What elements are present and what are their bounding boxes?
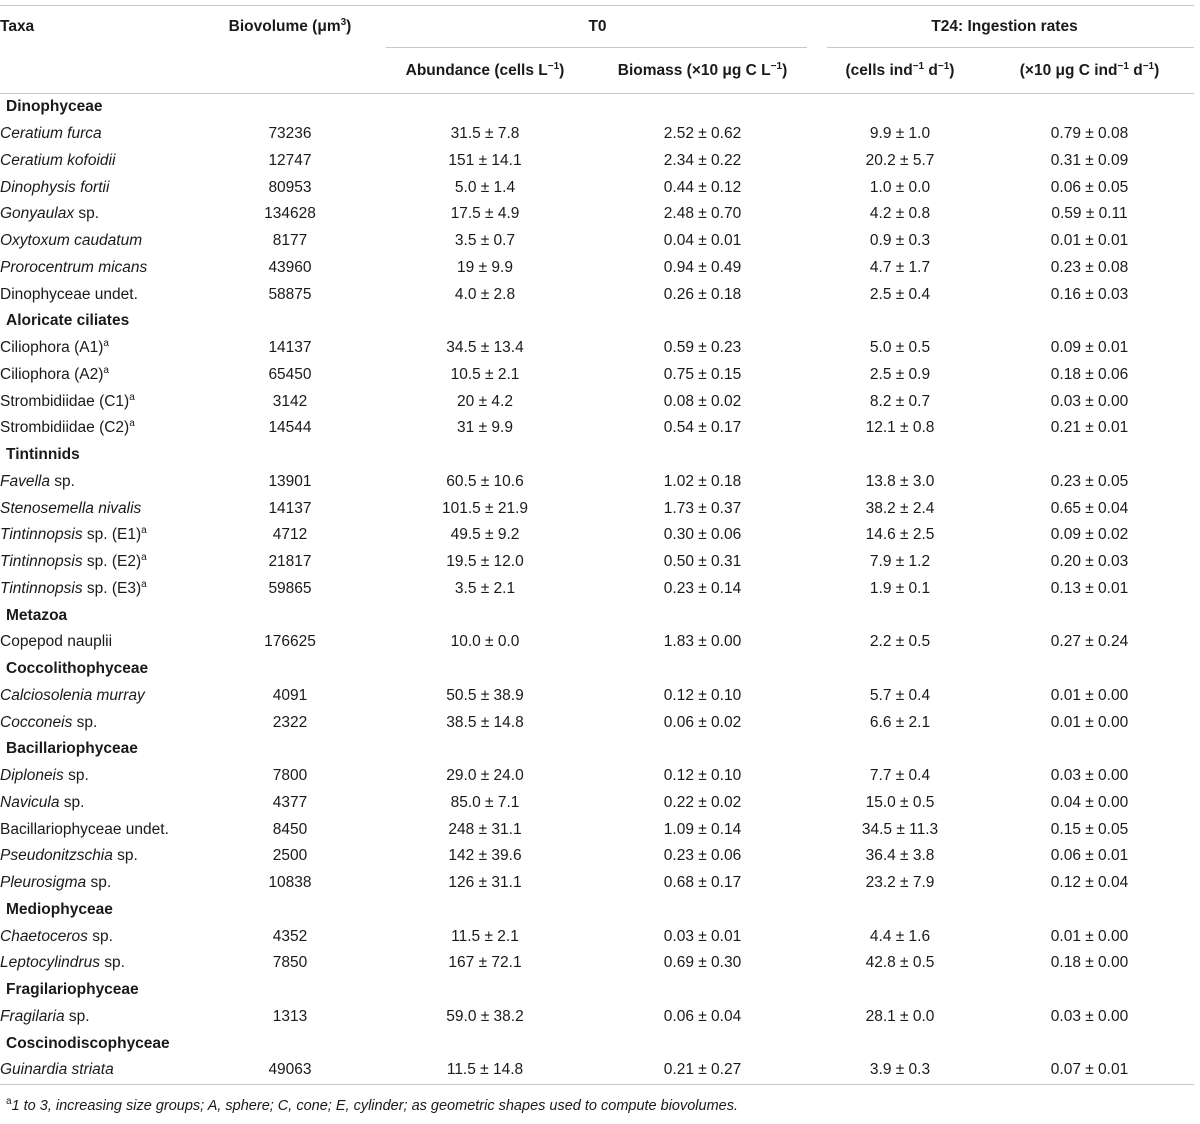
taxon-suffix: sp. (E1): [82, 526, 142, 544]
biomass-cell: 0.23 ± 0.14: [663, 579, 742, 597]
abundance-cell: 29.0 ± 24.0: [446, 767, 524, 785]
group-row: [0, 897, 1194, 924]
ingestion-cells-cell: 5.0 ± 0.5: [869, 339, 931, 357]
abundance-cell: 3.5 ± 2.1: [454, 579, 516, 597]
table-row: [0, 950, 1194, 977]
ingestion-cells-cell: 2.2 ± 0.5: [869, 633, 931, 651]
taxon-name: [0, 870, 200, 897]
biomass-cell: 1.09 ± 0.14: [663, 820, 742, 838]
group-label: Metazoa: [6, 606, 68, 624]
footnote-ref: a: [141, 578, 147, 590]
table-row: [0, 388, 1194, 415]
table-row: [0, 121, 1194, 148]
ingestion-carbon-cell: 0.01 ± 0.00: [1050, 713, 1129, 731]
abundance-cell: 126 ± 31.1: [448, 874, 522, 892]
ingestion-carbon-cell: 0.18 ± 0.00: [1050, 954, 1129, 972]
header-abundance: Abundance (cells $L^{-1}$): [405, 60, 565, 79]
taxon-italic: Pleurosigma: [0, 874, 87, 892]
taxon-name: [0, 923, 200, 950]
table-row: [0, 1004, 1194, 1031]
table-row: [0, 1057, 1194, 1084]
taxon-suffix: sp.: [59, 793, 85, 811]
biomass-cell: 0.30 ± 0.06: [663, 526, 742, 544]
table-row: [0, 415, 1194, 442]
taxon-name: [0, 763, 200, 790]
abundance-cell: 60.5 ± 10.6: [446, 472, 524, 490]
biovolume-cell: 4091: [272, 686, 308, 704]
biomass-cell: 0.22 ± 0.02: [663, 793, 742, 811]
abundance-cell: 17.5 ± 4.9: [450, 205, 520, 223]
ingestion-carbon-cell: 0.65 ± 0.04: [1050, 499, 1129, 517]
table-row: [0, 816, 1194, 843]
group-label: Tintinnids: [6, 446, 80, 464]
ingestion-carbon-cell: 0.07 ± 0.01: [1050, 1061, 1129, 1079]
table-row: [0, 201, 1194, 228]
abundance-cell: 85.0 ± 7.1: [450, 793, 520, 811]
biomass-cell: 0.04 ± 0.01: [663, 232, 742, 250]
ingestion-cells-cell: 2.5 ± 0.4: [869, 285, 931, 303]
taxon-name: [0, 201, 200, 228]
biovolume-cell: 73236: [268, 125, 312, 143]
biomass-cell: 0.68 ± 0.17: [663, 874, 742, 892]
taxon-italic: Stenosemella nivalis: [0, 499, 142, 517]
ingestion-carbon-cell: 0.03 ± 0.00: [1050, 392, 1129, 410]
header-taxa: Taxa: [0, 18, 35, 35]
taxon-suffix: sp.: [87, 927, 113, 945]
ingestion-cells-cell: 0.9 ± 0.3: [869, 232, 931, 250]
abundance-cell: 10.5 ± 2.1: [450, 365, 520, 383]
ingestion-carbon-cell: 0.16 ± 0.03: [1050, 285, 1129, 303]
ingestion-carbon-cell: 0.23 ± 0.05: [1050, 472, 1129, 490]
table-row: [0, 174, 1194, 201]
taxon-suffix: Dinophyceae undet.: [0, 285, 138, 303]
table-row: [0, 495, 1194, 522]
biovolume-cell: 4712: [272, 526, 308, 544]
abundance-cell: 50.5 ± 38.9: [446, 686, 524, 704]
biomass-cell: 0.44 ± 0.12: [663, 178, 742, 196]
ingestion-cells-cell: 15.0 ± 0.5: [865, 793, 935, 811]
taxon-suffix: Copepod nauplii: [0, 633, 113, 651]
taxon-suffix: sp. (E2): [82, 553, 142, 571]
ingestion-cells-cell: 34.5 ± 11.3: [861, 820, 939, 838]
taxon-italic: Tintinnopsis: [0, 553, 83, 571]
table-row: [0, 790, 1194, 817]
group-label: Coccolithophyceae: [6, 660, 149, 678]
biomass-cell: 2.52 ± 0.62: [663, 125, 742, 143]
biovolume-cell: 10838: [268, 874, 312, 892]
taxon-italic: Oxytoxum caudatum: [0, 232, 143, 250]
footnote-ref: a: [129, 391, 135, 403]
taxon-name: [0, 255, 200, 282]
group-row: [0, 602, 1194, 629]
biovolume-cell: 7800: [272, 767, 308, 785]
ingestion-cells-cell: 7.7 ± 0.4: [869, 767, 931, 785]
biomass-cell: 0.26 ± 0.18: [663, 285, 742, 303]
biovolume-cell: 2322: [272, 713, 308, 731]
taxon-name: [0, 148, 200, 175]
abundance-cell: 34.5 ± 13.4: [446, 339, 524, 357]
biovolume-cell: 1313: [272, 1007, 308, 1025]
ingestion-cells-cell: 1.9 ± 0.1: [869, 579, 931, 597]
data-table: [0, 5, 1194, 1085]
abundance-cell: 4.0 ± 2.8: [454, 285, 516, 303]
taxon-name: [0, 950, 200, 977]
taxon-name: [0, 1057, 200, 1084]
table-body: [0, 94, 1194, 1085]
ingestion-carbon-cell: 0.59 ± 0.11: [1051, 205, 1128, 223]
table-row: [0, 335, 1194, 362]
ingestion-cells-cell: 42.8 ± 0.5: [865, 954, 935, 972]
taxon-name: [0, 816, 200, 843]
taxon-name: [0, 576, 200, 603]
biomass-cell: 0.59 ± 0.23: [663, 339, 742, 357]
taxon-italic: Diploneis: [0, 767, 64, 785]
taxon-italic: Guinardia striata: [0, 1061, 114, 1079]
taxon-suffix: Strombidiidae (C2): [0, 419, 130, 437]
taxon-suffix: sp. (E3): [82, 579, 142, 597]
taxon-suffix: sp.: [64, 1007, 90, 1025]
abundance-cell: 49.5 ± 9.2: [450, 526, 520, 544]
biomass-cell: 0.21 ± 0.27: [663, 1061, 742, 1079]
table-row: [0, 923, 1194, 950]
abundance-cell: 142 ± 39.6: [448, 847, 522, 865]
taxon-italic: Navicula: [0, 793, 60, 811]
taxon-name: [0, 495, 200, 522]
table-header: [0, 6, 1194, 94]
abundance-cell: 167 ± 72.1: [448, 954, 522, 972]
biovolume-cell: 4352: [272, 927, 308, 945]
ingestion-cells-cell: 6.6 ± 2.1: [869, 713, 931, 731]
taxon-name: [0, 335, 200, 362]
biovolume-cell: 14544: [268, 419, 312, 437]
table-row: [0, 228, 1194, 255]
abundance-cell: 3.5 ± 0.7: [454, 232, 516, 250]
ingestion-carbon-cell: 0.01 ± 0.00: [1050, 686, 1129, 704]
ingestion-carbon-cell: 0.09 ± 0.02: [1050, 526, 1129, 544]
taxon-name: [0, 121, 200, 148]
ingestion-carbon-cell: 0.01 ± 0.01: [1050, 232, 1129, 250]
abundance-cell: 11.5 ± 2.1: [451, 927, 519, 945]
taxon-italic: Gonyaulax: [0, 205, 75, 223]
ingestion-carbon-cell: 0.01 ± 0.00: [1050, 927, 1129, 945]
table-row: [0, 683, 1194, 710]
table-row: [0, 281, 1194, 308]
ingestion-cells-cell: 1.0 ± 0.0: [869, 178, 931, 196]
taxon-name: [0, 415, 200, 442]
footnote-ref: a: [129, 418, 135, 430]
footnote-ref: a: [141, 551, 147, 563]
ingestion-cells-cell: 14.6 ± 2.5: [865, 526, 935, 544]
abundance-cell: 19 ± 9.9: [457, 258, 513, 276]
group-label: Dinophyceae: [6, 98, 103, 116]
group-row: [0, 977, 1194, 1004]
header-biovolume: Biovolume $(\mu m^3)$: [228, 16, 352, 35]
group-label: Mediophyceae: [6, 900, 113, 918]
taxon-italic: Chaetoceros: [0, 927, 88, 945]
taxon-name: [0, 843, 200, 870]
taxon-suffix: sp.: [86, 874, 112, 892]
ingestion-carbon-cell: 0.27 ± 0.24: [1050, 633, 1129, 651]
biovolume-cell: 7850: [272, 954, 308, 972]
taxon-italic: Dinophysis fortii: [0, 178, 110, 196]
footnote: [6, 1098, 738, 1114]
ingestion-cells-cell: 9.9 ± 1.0: [869, 125, 931, 143]
biomass-cell: 2.34 ± 0.22: [663, 151, 742, 169]
taxon-name: [0, 388, 200, 415]
biovolume-cell: 80953: [268, 178, 312, 196]
biovolume-cell: 4377: [272, 793, 308, 811]
biomass-cell: 1.73 ± 0.37: [663, 499, 742, 517]
table-row: [0, 549, 1194, 576]
biovolume-cell: 49063: [268, 1061, 312, 1079]
group-row: [0, 656, 1194, 683]
taxon-italic: Ceratium kofoidii: [0, 151, 116, 169]
abundance-cell: 5.0 ± 1.4: [454, 178, 516, 196]
abundance-cell: 31 ± 9.9: [457, 419, 513, 437]
abundance-cell: 59.0 ± 38.2: [446, 1007, 524, 1025]
biovolume-cell: 176625: [264, 633, 316, 651]
biovolume-cell: 21817: [268, 553, 312, 571]
table-row: [0, 629, 1194, 656]
table-row: [0, 870, 1194, 897]
abundance-cell: 20 ± 4.2: [457, 392, 513, 410]
table-row: [0, 362, 1194, 389]
ingestion-carbon-cell: 0.06 ± 0.05: [1050, 178, 1129, 196]
taxon-suffix: sp.: [74, 205, 100, 223]
ingestion-cells-cell: 28.1 ± 0.0: [865, 1007, 935, 1025]
biomass-cell: 0.23 ± 0.06: [663, 847, 742, 865]
group-row: [0, 1030, 1194, 1057]
footnote-ref: a: [103, 364, 109, 376]
abundance-cell: 19.5 ± 12.0: [446, 553, 524, 571]
biomass-cell: 0.06 ± 0.02: [663, 713, 742, 731]
taxon-name: [0, 522, 200, 549]
biomass-cell: 0.75 ± 0.15: [663, 365, 742, 383]
taxon-suffix: sp.: [112, 847, 138, 865]
taxon-name: [0, 174, 200, 201]
ingestion-carbon-cell: 0.12 ± 0.04: [1050, 874, 1129, 892]
biomass-cell: 0.03 ± 0.01: [663, 927, 742, 945]
biovolume-cell: 58875: [268, 285, 312, 303]
taxon-name: [0, 683, 200, 710]
taxon-name: [0, 709, 200, 736]
table-row: [0, 255, 1194, 282]
biovolume-cell: 59865: [268, 579, 312, 597]
biomass-cell: 0.94 ± 0.49: [663, 258, 742, 276]
ingestion-cells-cell: 4.2 ± 0.8: [869, 205, 931, 223]
biovolume-cell: 3142: [272, 392, 308, 410]
taxon-name: [0, 1004, 200, 1031]
ingestion-cells-cell: 38.2 ± 2.4: [865, 499, 935, 517]
ingestion-cells-cell: 2.5 ± 0.9: [869, 365, 931, 383]
taxon-name: [0, 228, 200, 255]
ingestion-carbon-cell: 0.31 ± 0.09: [1050, 151, 1129, 169]
taxon-name: [0, 281, 200, 308]
abundance-cell: 101.5 ± 21.9: [441, 499, 529, 517]
biomass-cell: 0.69 ± 0.30: [663, 954, 742, 972]
ingestion-cells-cell: 23.2 ± 7.9: [865, 874, 935, 892]
taxon-name: [0, 790, 200, 817]
taxon-suffix: Ciliophora (A1): [0, 339, 104, 357]
biomass-cell: 2.48 ± 0.70: [663, 205, 742, 223]
abundance-cell: 31.5 ± 7.8: [450, 125, 520, 143]
taxon-italic: Pseudonitzschia: [0, 847, 113, 865]
ingestion-cells-cell: 3.9 ± 0.3: [869, 1061, 931, 1079]
taxon-name: [0, 469, 200, 496]
header-t0: T0: [380, 6, 815, 49]
group-row: [0, 736, 1194, 763]
ingestion-carbon-cell: 0.23 ± 0.08: [1050, 258, 1129, 276]
ingestion-carbon-cell: 0.20 ± 0.03: [1050, 553, 1129, 571]
header-t24: T24: Ingestion rates: [815, 6, 1194, 49]
table-row: [0, 709, 1194, 736]
header-ingestion-cells: (cells ind$^{-1}$ $d^{-1}$): [845, 60, 955, 79]
taxon-italic: Ceratium furca: [0, 125, 102, 143]
ingestion-carbon-cell: 0.03 ± 0.00: [1050, 1007, 1129, 1025]
ingestion-cells-cell: 4.7 ± 1.7: [869, 258, 931, 276]
biomass-cell: 1.83 ± 0.00: [663, 633, 742, 651]
biomass-cell: 1.02 ± 0.18: [663, 472, 742, 490]
abundance-cell: 248 ± 31.1: [448, 820, 522, 838]
group-row: [0, 442, 1194, 469]
header-biomass: Biomass (×10 μg C $L^{-1}$): [617, 60, 788, 79]
ingestion-cells-cell: 5.7 ± 0.4: [869, 686, 931, 704]
footnote-ref: a: [103, 337, 109, 349]
taxon-italic: Tintinnopsis: [0, 579, 83, 597]
taxon-italic: Leptocylindrus: [0, 954, 100, 972]
taxon-suffix: Ciliophora (A2): [0, 365, 104, 383]
taxon-italic: Tintinnopsis: [0, 526, 83, 544]
taxon-suffix: sp.: [49, 472, 75, 490]
taxon-name: [0, 362, 200, 389]
taxon-suffix: Bacillariophyceae undet.: [0, 820, 169, 838]
taxon-suffix: sp.: [72, 713, 98, 731]
footnote-mark: a: [6, 1096, 12, 1108]
table-row: [0, 522, 1194, 549]
taxon-suffix: Strombidiidae (C1): [0, 392, 130, 410]
biovolume-cell: 8450: [272, 820, 308, 838]
biomass-cell: 0.54 ± 0.17: [663, 419, 742, 437]
abundance-cell: 11.5 ± 14.8: [446, 1061, 524, 1079]
biovolume-cell: 14137: [268, 499, 312, 517]
taxon-italic: Calciosolenia murray: [0, 686, 145, 704]
taxon-suffix: sp.: [99, 954, 125, 972]
ingestion-carbon-cell: 0.03 ± 0.00: [1050, 767, 1129, 785]
table-row: [0, 148, 1194, 175]
ingestion-carbon-cell: 0.06 ± 0.01: [1050, 847, 1129, 865]
ingestion-cells-cell: 8.2 ± 0.7: [869, 392, 931, 410]
group-label: Aloricate ciliates: [6, 312, 130, 330]
group-row: [0, 308, 1194, 335]
table-row: [0, 763, 1194, 790]
table-row: [0, 469, 1194, 496]
ingestion-carbon-cell: 0.04 ± 0.00: [1050, 793, 1129, 811]
biovolume-cell: 12747: [268, 151, 312, 169]
taxon-italic: Fragilaria: [0, 1007, 65, 1025]
header-ingestion-carbon: (×10 μg C ind$^{-1}$ $d^{-1}$): [1019, 60, 1160, 79]
biovolume-cell: 65450: [268, 365, 312, 383]
biomass-cell: 0.12 ± 0.10: [663, 686, 742, 704]
taxon-suffix: sp.: [63, 767, 89, 785]
abundance-cell: 151 ± 14.1: [448, 151, 522, 169]
biovolume-cell: 13901: [268, 472, 312, 490]
ingestion-cells-cell: 36.4 ± 3.8: [865, 847, 935, 865]
taxon-italic: Prorocentrum micans: [0, 258, 148, 276]
taxon-name: [0, 549, 200, 576]
group-label: Coscinodiscophyceae: [6, 1034, 170, 1052]
ingestion-carbon-cell: 0.09 ± 0.01: [1050, 339, 1129, 357]
biomass-cell: 0.12 ± 0.10: [663, 767, 742, 785]
ingestion-carbon-cell: 0.13 ± 0.01: [1050, 579, 1129, 597]
group-label: Fragilariophyceae: [6, 981, 139, 999]
abundance-cell: 38.5 ± 14.8: [446, 713, 524, 731]
biovolume-cell: 134628: [264, 205, 316, 223]
ingestion-cells-cell: 4.4 ± 1.6: [869, 927, 931, 945]
table-row: [0, 843, 1194, 870]
table-row: [0, 576, 1194, 603]
biomass-cell: 0.06 ± 0.04: [663, 1007, 742, 1025]
biovolume-cell: 14137: [268, 339, 312, 357]
ingestion-carbon-cell: 0.15 ± 0.05: [1050, 820, 1129, 838]
biomass-cell: 0.50 ± 0.31: [663, 553, 742, 571]
ingestion-cells-cell: 13.8 ± 3.0: [865, 472, 935, 490]
footnote-text: 1 to 3, increasing size groups; A, sphere; C, cone; E, cylinder; as geometric shapes used to compute biovolumes.: [11, 1098, 739, 1114]
biovolume-cell: 8177: [272, 232, 308, 250]
ingestion-cells-cell: 12.1 ± 0.8: [865, 419, 935, 437]
group-label: Bacillariophyceae: [6, 740, 138, 758]
group-row: [0, 94, 1194, 121]
ingestion-carbon-cell: 0.21 ± 0.01: [1050, 419, 1129, 437]
biomass-cell: 0.08 ± 0.02: [663, 392, 742, 410]
taxon-name: [0, 629, 200, 656]
footnote-ref: a: [141, 525, 147, 537]
ingestion-cells-cell: 20.2 ± 5.7: [865, 151, 935, 169]
ingestion-cells-cell: 7.9 ± 1.2: [869, 553, 931, 571]
taxon-italic: Favella: [0, 472, 50, 490]
abundance-cell: 10.0 ± 0.0: [450, 633, 520, 651]
biovolume-cell: 43960: [268, 258, 312, 276]
ingestion-carbon-cell: 0.79 ± 0.08: [1050, 125, 1129, 143]
biovolume-cell: 2500: [272, 847, 308, 865]
ingestion-carbon-cell: 0.18 ± 0.06: [1050, 365, 1129, 383]
taxon-italic: Cocconeis: [0, 713, 73, 731]
